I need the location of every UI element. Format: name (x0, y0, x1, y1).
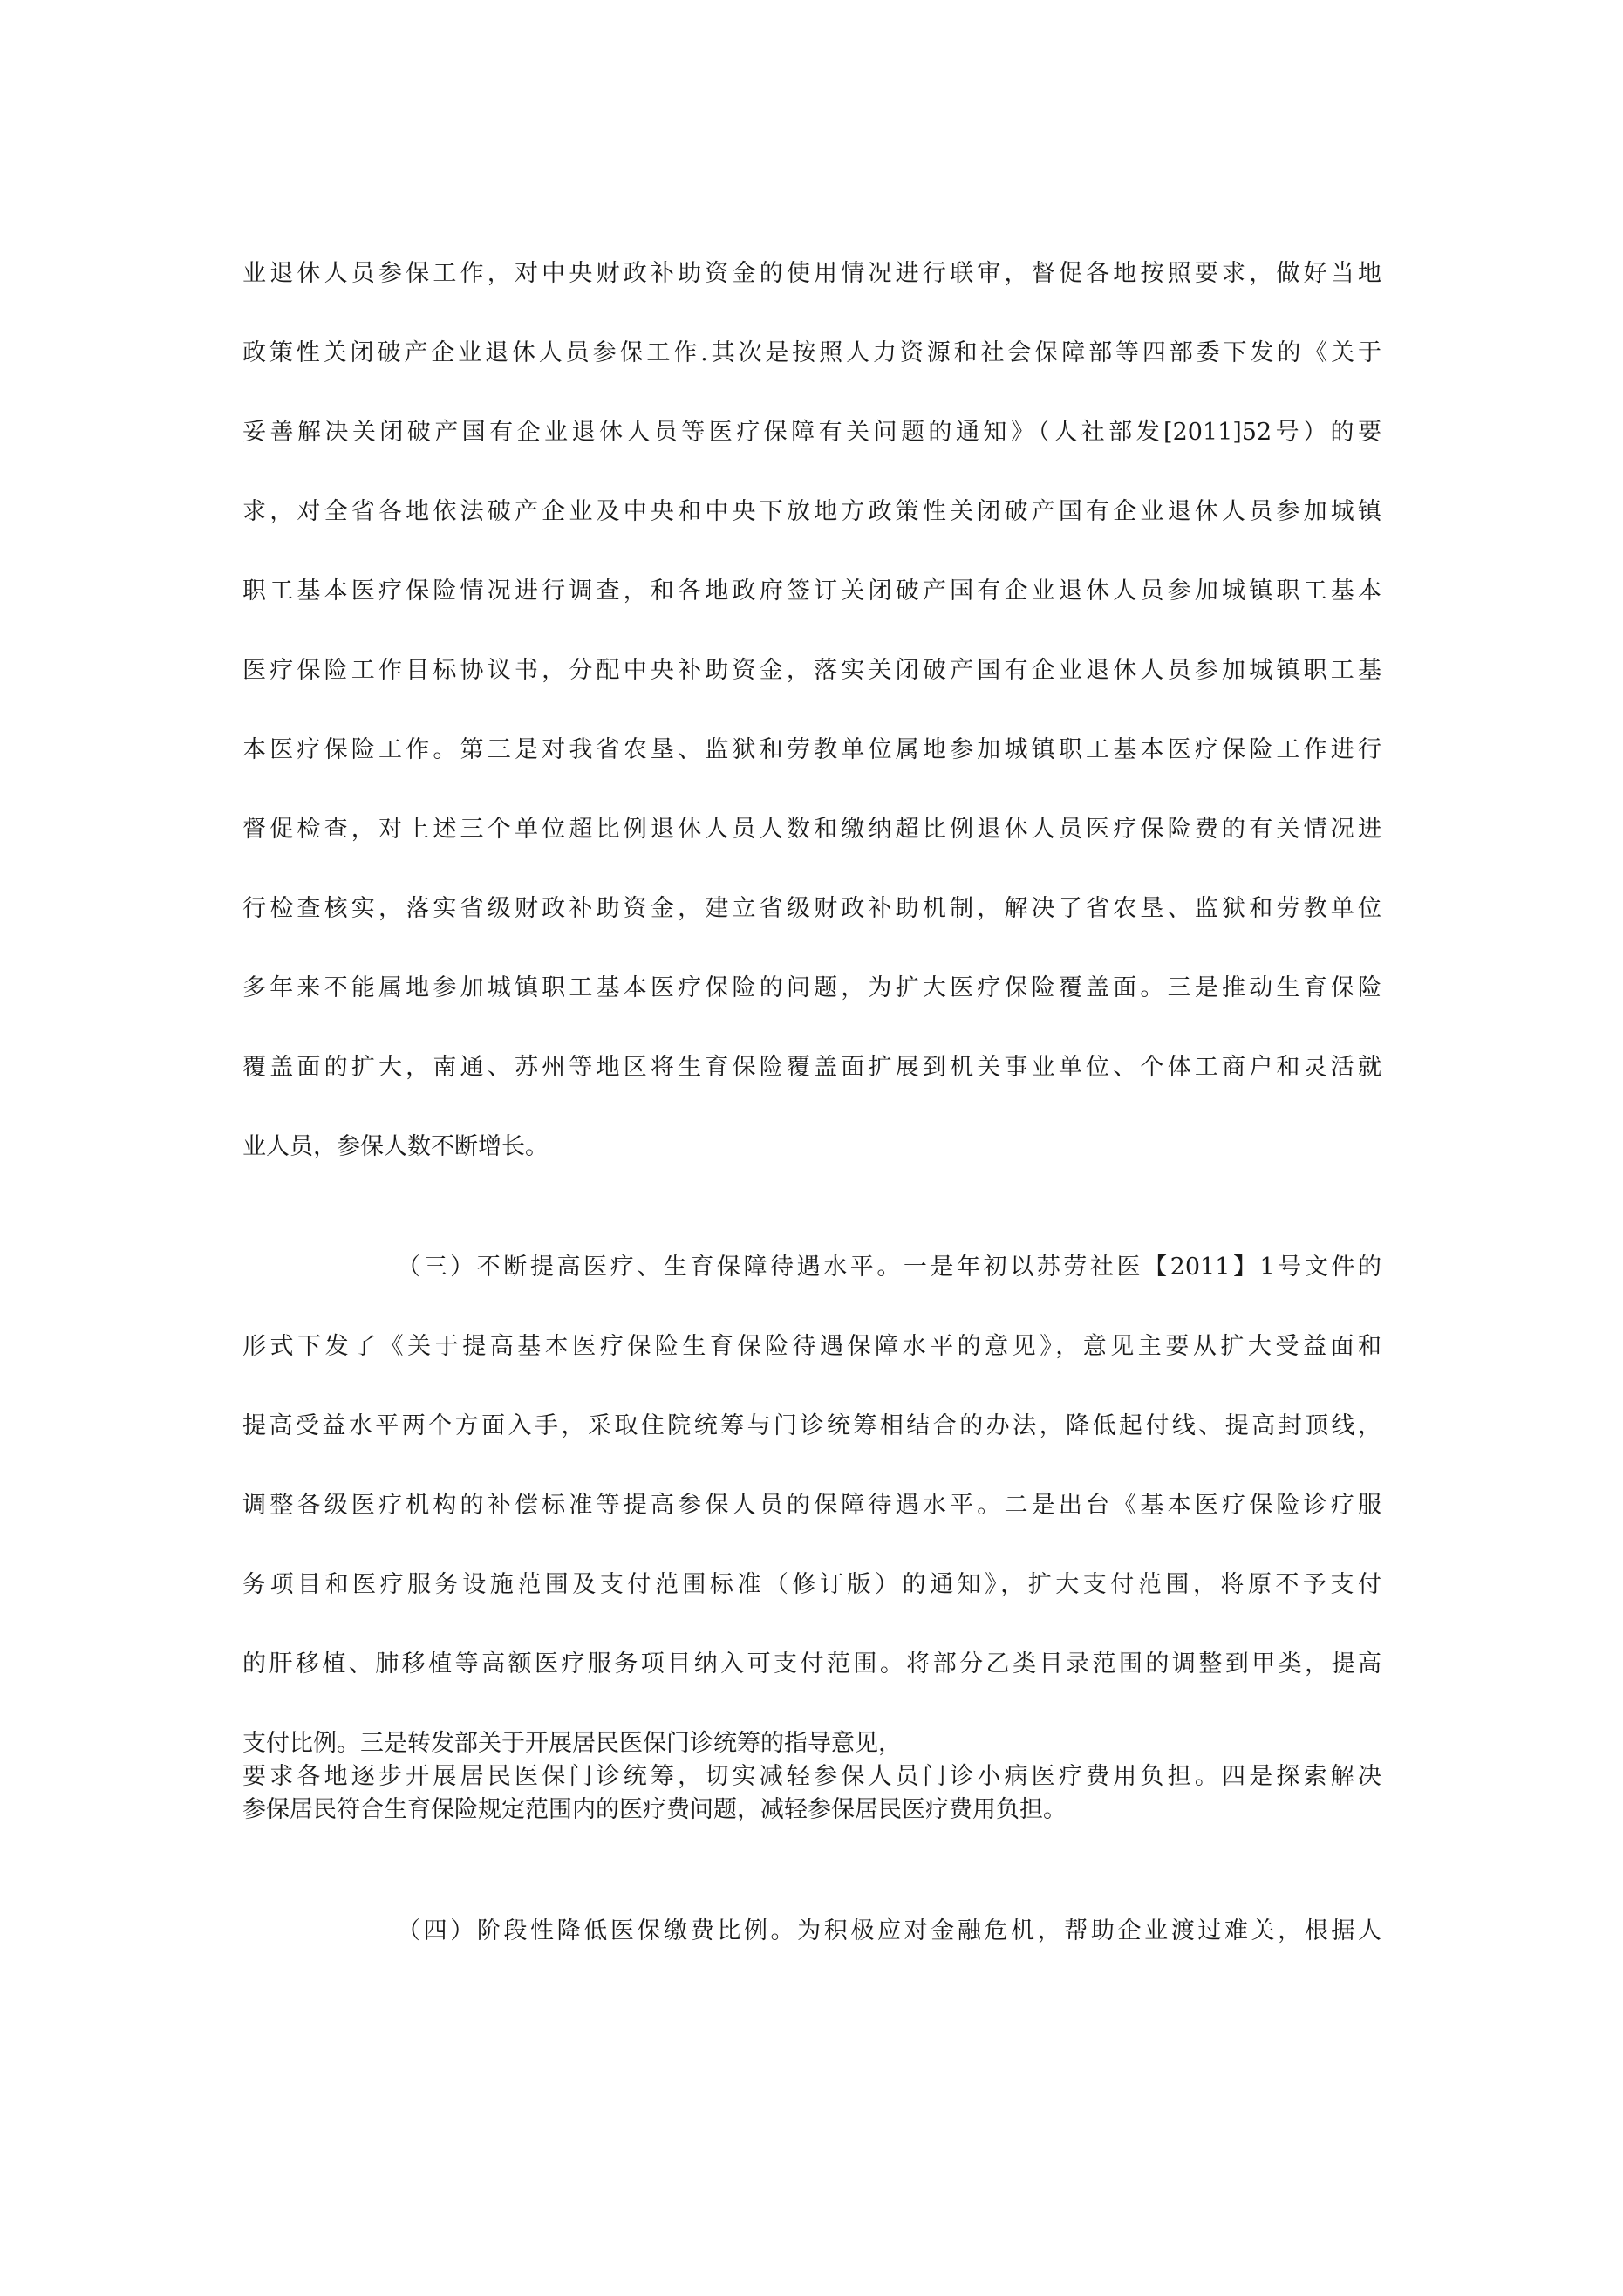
text-line: 提高受益水平两个方面入手，采取住院统筹与门诊统筹相结合的办法，降低起付线、提高封顶线， (242, 1412, 1381, 1439)
text-line: 医疗保险工作目标协议书，分配中央补助资金，落实关闭破产国有企业退休人员参加城镇职工基 (242, 657, 1381, 684)
text-line: 调整各级医疗机构的补偿标准等提高参保人员的保障待遇水平。二是出台《基本医疗保险诊疗服 (242, 1492, 1381, 1519)
text-line: 行检查核实，落实省级财政补助资金，建立省级财政补助机制，解决了省农垦、监狱和劳教单位 (242, 895, 1381, 922)
text-line: 妥善解决关闭破产国有企业退休人员等医疗保障有关问题的通知》（人社部发[2011]52号）的要 (242, 419, 1381, 446)
text-line: 职工基本医疗保险情况进行调查，和各地政府签订关闭破产国有企业退休人员参加城镇职工基本 (242, 577, 1381, 605)
text-line: 本医疗保险工作。第三是对我省农垦、监狱和劳教单位属地参加城镇职工基本医疗保险工作进行 (242, 736, 1381, 763)
text-line: 的肝移植、肺移植等高额医疗服务项目纳入可支付范围。将部分乙类目录范围的调整到甲类，提高 (242, 1650, 1381, 1678)
text-line: 形式下发了《关于提高基本医疗保险生育保险待遇保障水平的意见》，意见主要从扩大受益面和 (242, 1333, 1381, 1360)
text-line: （四）阶段性降低医保缴费比例。为积极应对金融危机，帮助企业渡过难关，根据人 (397, 1917, 1381, 1944)
text-line: 业退休人员参保工作，对中央财政补助资金的使用情况进行联审，督促各地按照要求，做好当地 (242, 260, 1381, 287)
text-line: 求，对全省各地依法破产企业及中央和中央下放地方政策性关闭破产国有企业退休人员参加城镇 (242, 498, 1381, 525)
text-line: （三）不断提高医疗、生育保障待遇水平。一是年初以苏劳社医【2011】1号文件的 (397, 1254, 1381, 1281)
text-line: 要求各地逐步开展居民医保门诊统筹，切实减轻参保人员门诊小病医疗费用负担。四是探索解决 (242, 1763, 1381, 1790)
text-line: 业人员，参保人数不断增长。 (242, 1133, 549, 1160)
text-line: 参保居民符合生育保险规定范围内的医疗费问题，减轻参保居民医疗费用负担。 (242, 1796, 1067, 1823)
text-line: 覆盖面的扩大，南通、苏州等地区将生育保险覆盖面扩展到机关事业单位、个体工商户和灵活就 (242, 1054, 1381, 1081)
text-line: 支付比例。三是转发部关于开展居民医保门诊统筹的指导意见， (242, 1730, 902, 1757)
text-line: 务项目和医疗服务设施范围及支付范围标准（修订版）的通知》，扩大支付范围，将原不予支付 (242, 1571, 1381, 1598)
text-line: 督促检查，对上述三个单位超比例退休人员人数和缴纳超比例退休人员医疗保险费的有关情况进 (242, 816, 1381, 843)
text-line: 政策性关闭破产企业退休人员参保工作.其次是按照人力资源和社会保障部等四部委下发的《关于 (242, 339, 1381, 366)
text-line: 多年来不能属地参加城镇职工基本医疗保险的问题，为扩大医疗保险覆盖面。三是推动生育保险 (242, 974, 1381, 1001)
